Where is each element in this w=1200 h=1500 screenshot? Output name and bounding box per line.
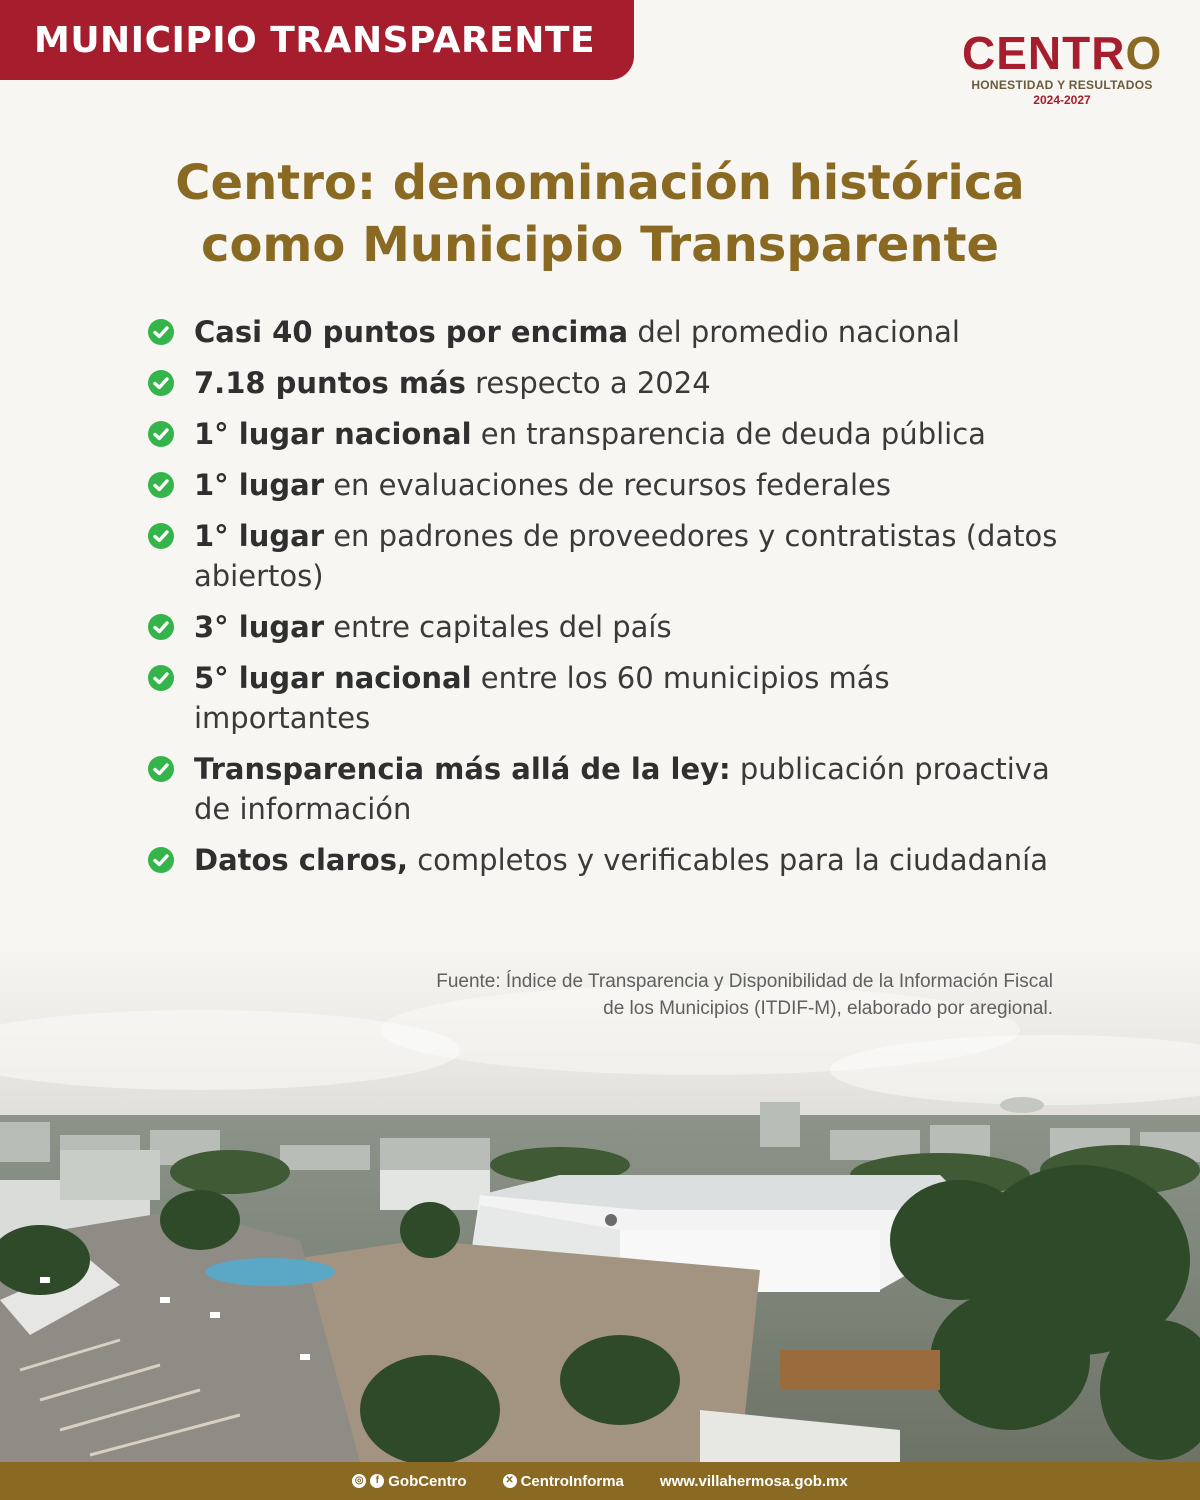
social-handle-1: GobCentro	[388, 1472, 467, 1490]
centro-logo	[962, 27, 1163, 107]
instagram-icon: ◎	[352, 1474, 366, 1488]
achievements-list	[148, 312, 1068, 891]
list-item: Transparencia más allá de la ley: publicación proactiva de información	[148, 749, 1068, 829]
list-item: Datos claros, completos y verificables para la ciudadanía	[148, 840, 1068, 880]
logo-wordmark: CENTRO	[962, 27, 1163, 79]
footer-website-link[interactable]	[660, 1473, 848, 1490]
source-line-1: Fuente: Índice de Transparencia y Disponibilidad de la Información Fiscal	[436, 971, 1053, 992]
check-circle-icon	[148, 756, 174, 782]
footer-social-gobcentro[interactable]	[352, 1473, 466, 1490]
social-handle-2: CentroInforma	[520, 1472, 624, 1490]
website-url: www.villahermosa.gob.mx	[659, 1472, 848, 1490]
check-circle-icon	[148, 370, 174, 396]
logo-tagline: HONESTIDAD Y RESULTADOS	[971, 78, 1153, 92]
check-circle-icon	[148, 319, 174, 345]
source-note	[333, 968, 1053, 1022]
list-item: 1° lugar nacional en transparencia de deuda pública	[148, 414, 1068, 454]
list-item: Casi 40 puntos por encima del promedio nacional	[148, 312, 1068, 352]
check-circle-icon	[148, 665, 174, 691]
check-circle-icon	[148, 847, 174, 873]
check-circle-icon	[148, 472, 174, 498]
footer-bar	[0, 1462, 1200, 1500]
category-banner	[0, 0, 634, 80]
x-icon: ✕	[503, 1474, 517, 1488]
check-circle-icon	[148, 421, 174, 447]
footer-social-centroinforma[interactable]	[503, 1473, 624, 1490]
title-line-1: Centro: denominación histórica	[175, 155, 1025, 211]
check-circle-icon	[148, 523, 174, 549]
list-item: 3° lugar entre capitales del país	[148, 607, 1068, 647]
list-item: 7.18 puntos más respecto a 2024	[148, 363, 1068, 403]
list-item: 1° lugar en padrones de proveedores y contratistas (datos abiertos)	[148, 516, 1068, 596]
title-line-2: como Municipio Transparente	[200, 217, 1000, 273]
logo-years: 2024-2027	[1033, 93, 1091, 107]
page-title	[0, 152, 1200, 276]
banner-label: MUNICIPIO TRANSPARENTE	[34, 19, 596, 61]
list-item: 5° lugar nacional entre los 60 municipios más importantes	[148, 658, 1068, 738]
check-circle-icon	[148, 614, 174, 640]
source-line-2: de los Municipios (ITDIF-M), elaborado por aregional.	[603, 998, 1053, 1019]
list-item: 1° lugar en evaluaciones de recursos federales	[148, 465, 1068, 505]
facebook-icon: f	[370, 1474, 384, 1488]
